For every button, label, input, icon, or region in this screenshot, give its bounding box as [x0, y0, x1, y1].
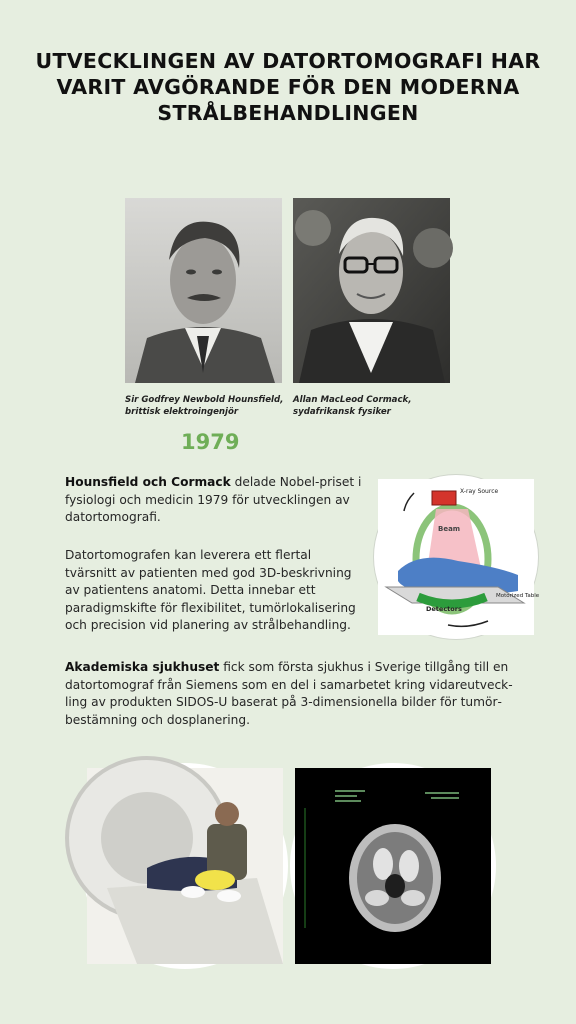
cormack-role: sydafrikansk fysiker	[293, 407, 391, 417]
ct-scanner-photo	[82, 763, 288, 969]
label-detectors: Detectors	[426, 605, 462, 613]
paragraph-nobel-text: delade Nobel-priset i fysiologi och medicin 1979 för utvecklingen av datortomografi.	[65, 475, 362, 525]
year-label: 1979	[181, 430, 240, 454]
page-title: UTVECKLINGEN AV DATORTOMOGRAFI HAR VARIT AVGÖRANDE FÖR DEN MODERNA STRÅLBEHANDLINGEN	[35, 49, 541, 125]
cormack-caption	[293, 394, 453, 418]
paragraph-akademiska	[65, 659, 515, 729]
paragraph-nobel	[65, 474, 365, 527]
ct-diagram-drawing	[378, 479, 540, 635]
label-beam: Beam	[438, 525, 461, 533]
label-motorized-table: Motorized Table	[496, 593, 540, 599]
paragraph-akademiska-bold: Akademiska sjukhuset	[65, 660, 220, 674]
hounsfield-name: Sir Godfrey Newbold Hounsfield,	[125, 395, 284, 405]
ct-diagram	[374, 475, 538, 639]
hounsfield-photo	[125, 198, 282, 383]
hounsfield-role: brittisk elektroingenjör	[125, 407, 239, 417]
ct-scan-image	[290, 763, 496, 969]
paragraph-nobel-bold: Hounsfield och Cormack	[65, 475, 231, 489]
hounsfield-caption	[125, 394, 285, 418]
paragraph-ct: Datortomografen kan leverera ett flertal tvärsnitt av patienten med god 3D-beskrivning av patientens anatomi. Detta innebar ett paradigmskifte för flexibilitet, tumörlokalisering och precision vid planering av strålbehandling.	[65, 548, 356, 633]
cormack-name: Allan MacLeod Cormack,	[293, 395, 412, 405]
paragraph-akademiska-text: fick som första sjukhus i Sverige tillgång till en datortomograf från Siemens som en del i samarbetet kring vidareutveckling av produkten SIDOS-U baserat på 3-dimensionella bilder för tumörbestämning och dosplanering.	[65, 660, 513, 727]
label-xray-source: X-ray Source	[460, 488, 499, 495]
cormack-photo	[293, 198, 450, 383]
